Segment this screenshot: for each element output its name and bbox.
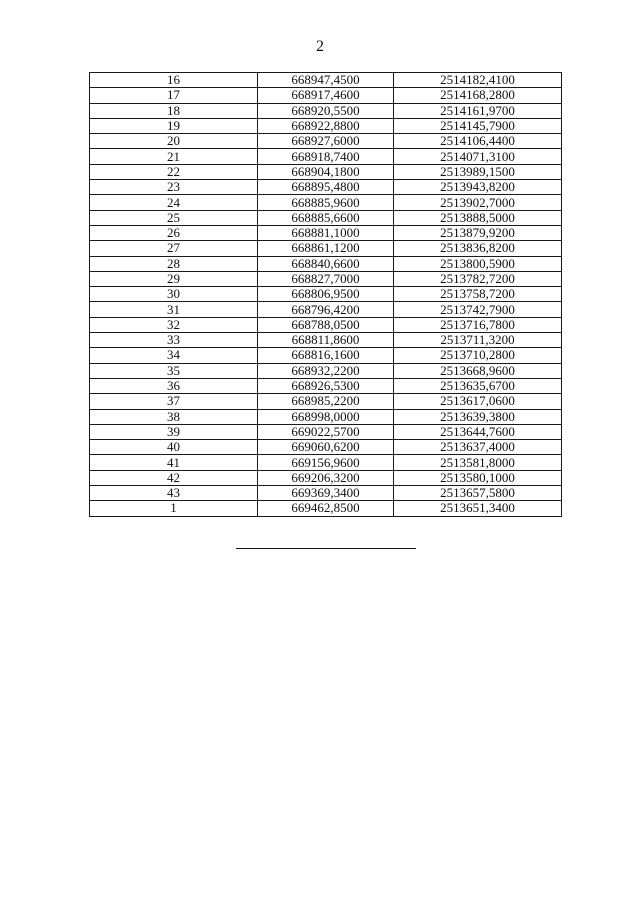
table-row	[90, 470, 562, 485]
table-row	[90, 287, 562, 302]
x-coordinate-cell: 668816,1600	[258, 348, 394, 363]
y-coordinate-cell: 2513657,5800	[394, 486, 562, 501]
point-number-cell: 36	[90, 378, 258, 393]
point-number-cell: 27	[90, 241, 258, 256]
table-row	[90, 180, 562, 195]
y-coordinate-cell: 2513836,8200	[394, 241, 562, 256]
table-row	[90, 241, 562, 256]
x-coordinate-cell: 668885,9600	[258, 195, 394, 210]
point-number-cell: 40	[90, 440, 258, 455]
y-coordinate-cell: 2513580,1000	[394, 470, 562, 485]
x-coordinate-cell: 669369,3400	[258, 486, 394, 501]
y-coordinate-cell: 2513639,3800	[394, 409, 562, 424]
y-coordinate-cell: 2513943,8200	[394, 180, 562, 195]
table-row	[90, 363, 562, 378]
x-coordinate-cell: 669060,6200	[258, 440, 394, 455]
y-coordinate-cell: 2513742,7900	[394, 302, 562, 317]
x-coordinate-cell: 668920,5500	[258, 103, 394, 118]
table-row	[90, 486, 562, 501]
point-number-cell: 19	[90, 118, 258, 133]
x-coordinate-cell: 668985,2200	[258, 394, 394, 409]
y-coordinate-cell: 2513617,0600	[394, 394, 562, 409]
x-coordinate-cell: 668926,5300	[258, 378, 394, 393]
x-coordinate-cell: 669206,3200	[258, 470, 394, 485]
x-coordinate-cell: 668885,6600	[258, 210, 394, 225]
x-coordinate-cell: 668796,4200	[258, 302, 394, 317]
x-coordinate-cell: 668932,2200	[258, 363, 394, 378]
x-coordinate-cell: 668922,8800	[258, 118, 394, 133]
y-coordinate-cell: 2513989,1500	[394, 164, 562, 179]
x-coordinate-cell: 669022,5700	[258, 424, 394, 439]
table-row	[90, 378, 562, 393]
point-number-cell: 30	[90, 287, 258, 302]
table-row	[90, 440, 562, 455]
table-row	[90, 149, 562, 164]
table-row	[90, 164, 562, 179]
y-coordinate-cell: 2514161,9700	[394, 103, 562, 118]
x-coordinate-cell: 668895,4800	[258, 180, 394, 195]
point-number-cell: 18	[90, 103, 258, 118]
point-number-cell: 29	[90, 271, 258, 286]
x-coordinate-cell: 668947,4500	[258, 73, 394, 88]
point-number-cell: 16	[90, 73, 258, 88]
y-coordinate-cell: 2513710,2800	[394, 348, 562, 363]
x-coordinate-cell: 668788,0500	[258, 317, 394, 332]
coordinates-table	[89, 72, 562, 517]
table-row	[90, 210, 562, 225]
y-coordinate-cell: 2514106,4400	[394, 134, 562, 149]
x-coordinate-cell: 668861,1200	[258, 241, 394, 256]
table-row	[90, 118, 562, 133]
y-coordinate-cell: 2513879,9200	[394, 225, 562, 240]
table-row	[90, 424, 562, 439]
x-coordinate-cell: 669156,9600	[258, 455, 394, 470]
point-number-cell: 42	[90, 470, 258, 485]
point-number-cell: 37	[90, 394, 258, 409]
point-number-cell: 1	[90, 501, 258, 516]
x-coordinate-cell: 668918,7400	[258, 149, 394, 164]
y-coordinate-cell: 2513635,6700	[394, 378, 562, 393]
table-row	[90, 302, 562, 317]
x-coordinate-cell: 668917,4600	[258, 88, 394, 103]
closing-rule	[236, 548, 416, 549]
x-coordinate-cell: 668998,0000	[258, 409, 394, 424]
point-number-cell: 41	[90, 455, 258, 470]
point-number-cell: 38	[90, 409, 258, 424]
point-number-cell: 32	[90, 317, 258, 332]
y-coordinate-cell: 2513668,9600	[394, 363, 562, 378]
table-row	[90, 348, 562, 363]
point-number-cell: 35	[90, 363, 258, 378]
table-row	[90, 134, 562, 149]
y-coordinate-cell: 2514168,2800	[394, 88, 562, 103]
x-coordinate-cell: 668840,6600	[258, 256, 394, 271]
coordinates-table-body	[90, 73, 562, 517]
page-number: 2	[316, 38, 324, 55]
x-coordinate-cell: 668811,8600	[258, 333, 394, 348]
y-coordinate-cell: 2513711,3200	[394, 333, 562, 348]
x-coordinate-cell: 668904,1800	[258, 164, 394, 179]
point-number-cell: 24	[90, 195, 258, 210]
table-row	[90, 103, 562, 118]
y-coordinate-cell: 2513651,3400	[394, 501, 562, 516]
table-row	[90, 73, 562, 88]
x-coordinate-cell: 668827,7000	[258, 271, 394, 286]
table-row	[90, 225, 562, 240]
x-coordinate-cell: 669462,8500	[258, 501, 394, 516]
x-coordinate-cell: 668806,9500	[258, 287, 394, 302]
point-number-cell: 17	[90, 88, 258, 103]
point-number-cell: 28	[90, 256, 258, 271]
x-coordinate-cell: 668927,6000	[258, 134, 394, 149]
table-row	[90, 409, 562, 424]
table-row	[90, 195, 562, 210]
y-coordinate-cell: 2513637,4000	[394, 440, 562, 455]
y-coordinate-cell: 2513758,7200	[394, 287, 562, 302]
point-number-cell: 22	[90, 164, 258, 179]
table-row	[90, 271, 562, 286]
table-row	[90, 88, 562, 103]
y-coordinate-cell: 2514182,4100	[394, 73, 562, 88]
table-row	[90, 455, 562, 470]
y-coordinate-cell: 2513800,5900	[394, 256, 562, 271]
point-number-cell: 39	[90, 424, 258, 439]
y-coordinate-cell: 2513902,7000	[394, 195, 562, 210]
point-number-cell: 31	[90, 302, 258, 317]
point-number-cell: 26	[90, 225, 258, 240]
y-coordinate-cell: 2513581,8000	[394, 455, 562, 470]
table-row	[90, 501, 562, 516]
y-coordinate-cell: 2514145,7900	[394, 118, 562, 133]
point-number-cell: 21	[90, 149, 258, 164]
point-number-cell: 33	[90, 333, 258, 348]
point-number-cell: 34	[90, 348, 258, 363]
y-coordinate-cell: 2513716,7800	[394, 317, 562, 332]
point-number-cell: 23	[90, 180, 258, 195]
y-coordinate-cell: 2513888,5000	[394, 210, 562, 225]
y-coordinate-cell: 2513782,7200	[394, 271, 562, 286]
point-number-cell: 43	[90, 486, 258, 501]
table-row	[90, 317, 562, 332]
point-number-cell: 20	[90, 134, 258, 149]
y-coordinate-cell: 2514071,3100	[394, 149, 562, 164]
table-row	[90, 256, 562, 271]
y-coordinate-cell: 2513644,7600	[394, 424, 562, 439]
x-coordinate-cell: 668881,1000	[258, 225, 394, 240]
table-row	[90, 394, 562, 409]
point-number-cell: 25	[90, 210, 258, 225]
table-row	[90, 333, 562, 348]
